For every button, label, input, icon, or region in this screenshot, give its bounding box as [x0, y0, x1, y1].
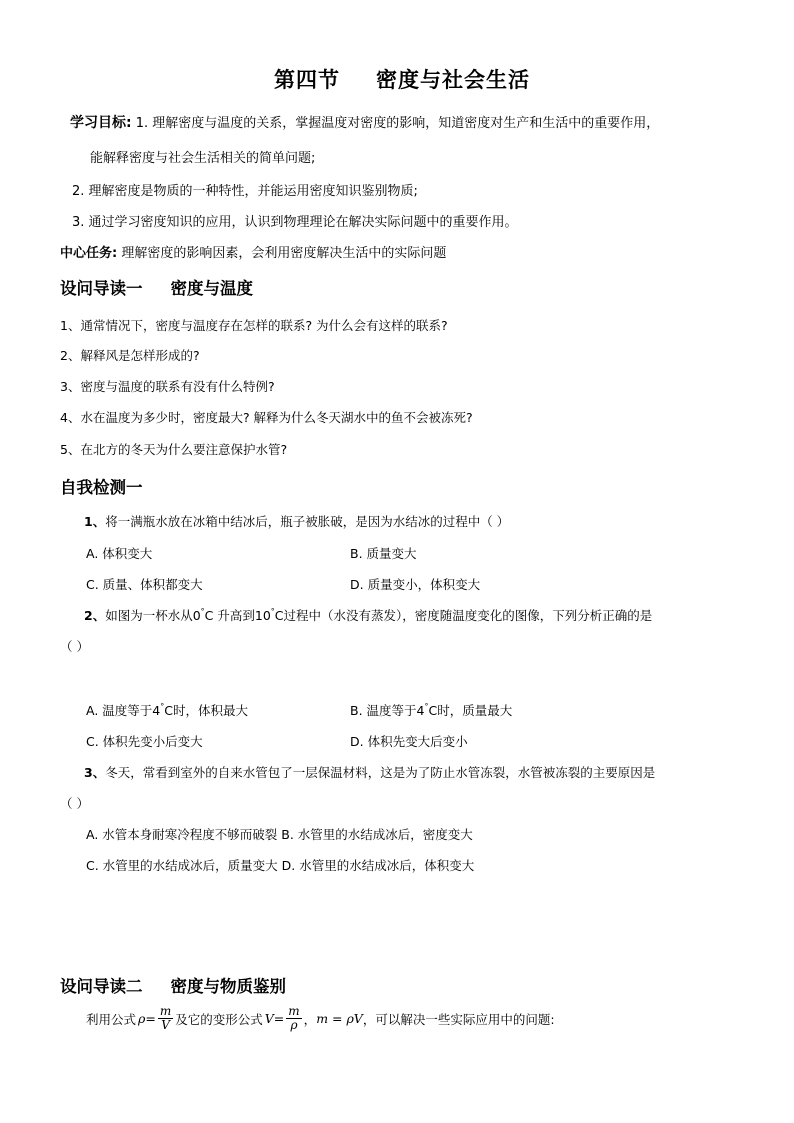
question-text: C 升高到10 — [204, 608, 271, 623]
option-text: A. 温度等于4 — [86, 703, 161, 718]
central-task-label: 中心任务: — [60, 246, 118, 261]
section-1-heading — [60, 275, 253, 299]
title-section-number: 第四节 — [274, 68, 340, 92]
objectives-label: 学习目标: — [70, 115, 132, 131]
degree-symbol: ° — [270, 607, 275, 616]
degree-symbol: ° — [160, 702, 165, 711]
options-line-ab: A. 水管本身耐寒冷程度不够而破裂 B. 水管里的水结成冰后，密度变大 — [86, 827, 473, 842]
option-text: C时，质量最大 — [428, 703, 513, 718]
question-3 — [84, 763, 655, 781]
question-2 — [84, 606, 652, 624]
density-fraction — [158, 1005, 173, 1032]
question-text: C过程中（水没有蒸发），密度随温度变化的图像，下列分析正确的是 — [274, 608, 653, 623]
option-c: C. 质量、体积都变大 — [86, 577, 203, 592]
objective-2: 2. 理解密度是物质的一种特性，并能运用密度知识鉴别物质; — [72, 184, 418, 199]
option-d: D. 质量变小，体积变大 — [350, 577, 481, 592]
objectives-line-1 — [70, 112, 659, 132]
central-task-text: 理解密度的影响因素，会利用密度解决生活中的实际问题 — [121, 246, 447, 261]
central-task — [60, 242, 446, 261]
formula-connector: 及它的变形公式 — [175, 1011, 263, 1027]
objective-1-continued: 能解释密度与社会生活相关的简单问题; — [90, 151, 316, 166]
section-1-heading-topic: 密度与温度 — [170, 279, 253, 298]
page-title — [274, 64, 530, 94]
question-1 — [84, 512, 509, 530]
option-b: B. 质量变大 — [350, 546, 417, 561]
option-c: C. 体积先变小后变大 — [86, 734, 203, 749]
title-topic: 密度与社会生活 — [376, 68, 530, 92]
answer-bracket: （ ） — [60, 639, 89, 654]
guide-question: 5、在北方的冬天为什么要注意保护水管? — [60, 442, 288, 457]
guide-question: 2、解释风是怎样形成的? — [60, 348, 200, 363]
volume-symbol: V — [264, 1011, 274, 1026]
option-a — [86, 701, 248, 719]
option-text: C时，体积最大 — [164, 703, 248, 718]
objective-1: 1. 理解密度与温度的关系，掌握温度对密度的影响，知道密度对生产和生活中的重要作用， — [135, 116, 660, 131]
volume-fraction — [286, 1005, 301, 1032]
guide-question: 4、水在温度为多少时，密度最大? 解释为什么冬天湖水中的鱼不会被冻死? — [60, 410, 473, 425]
options-line-cd: C. 水管里的水结成冰后，质量变大 D. 水管里的水结成冰后，体积变大 — [86, 858, 475, 873]
equals-sign: = — [273, 1011, 285, 1026]
formula-tail-text: ，可以解决一些实际应用中的问题: — [362, 1011, 555, 1027]
section-1-heading-label: 设问导读一 — [60, 279, 143, 298]
question-text: 如图为一杯水从0 — [105, 608, 201, 623]
section-2-heading-label: 设问导读二 — [60, 977, 143, 996]
option-text: B. 温度等于4 — [350, 703, 425, 718]
formula-intro: 利用公式 — [86, 1011, 137, 1027]
option-a: A. 体积变大 — [86, 546, 153, 561]
formula-line — [86, 1005, 555, 1032]
degree-symbol: ° — [200, 607, 205, 616]
question-text: 冬天，常看到室外的自来水管包了一层保温材料，这是为了防止水管冻裂，水管被冻裂的主要原因是 — [105, 765, 656, 780]
comma: ， — [303, 1011, 317, 1027]
question-number: 2、 — [84, 608, 106, 623]
section-2-heading-topic: 密度与物质鉴别 — [170, 977, 286, 996]
question-text: 将一满瓶水放在冰箱中结冰后，瓶子被胀破，是因为水结冰的过程中（ ） — [105, 514, 510, 529]
question-number: 1、 — [84, 514, 106, 529]
self-check-heading: 自我检测一 — [60, 478, 143, 497]
fraction-denominator: V — [161, 1018, 170, 1032]
rho-symbol: ρ — [138, 1011, 146, 1026]
fraction-numerator: m — [159, 1004, 172, 1018]
fraction-numerator: m — [288, 1004, 300, 1018]
guide-question: 1、通常情况下，密度与温度存在怎样的联系? 为什么会有这样的联系? — [60, 318, 448, 333]
question-number: 3、 — [84, 765, 106, 780]
answer-bracket: （ ） — [60, 796, 89, 811]
objective-3: 3. 通过学习密度知识的应用，认识到物理理论在解决实际问题中的重要作用。 — [72, 215, 518, 230]
option-b — [350, 701, 512, 719]
guide-question: 3、密度与温度的联系有没有什么特例? — [60, 379, 275, 394]
equals-sign: = — [145, 1011, 156, 1026]
degree-symbol: ° — [424, 702, 429, 711]
option-d: D. 体积先变大后变小 — [350, 734, 468, 749]
mass-formula: m = ρV — [316, 1011, 363, 1026]
fraction-denominator: ρ — [290, 1018, 298, 1032]
section-2-heading — [60, 973, 286, 997]
